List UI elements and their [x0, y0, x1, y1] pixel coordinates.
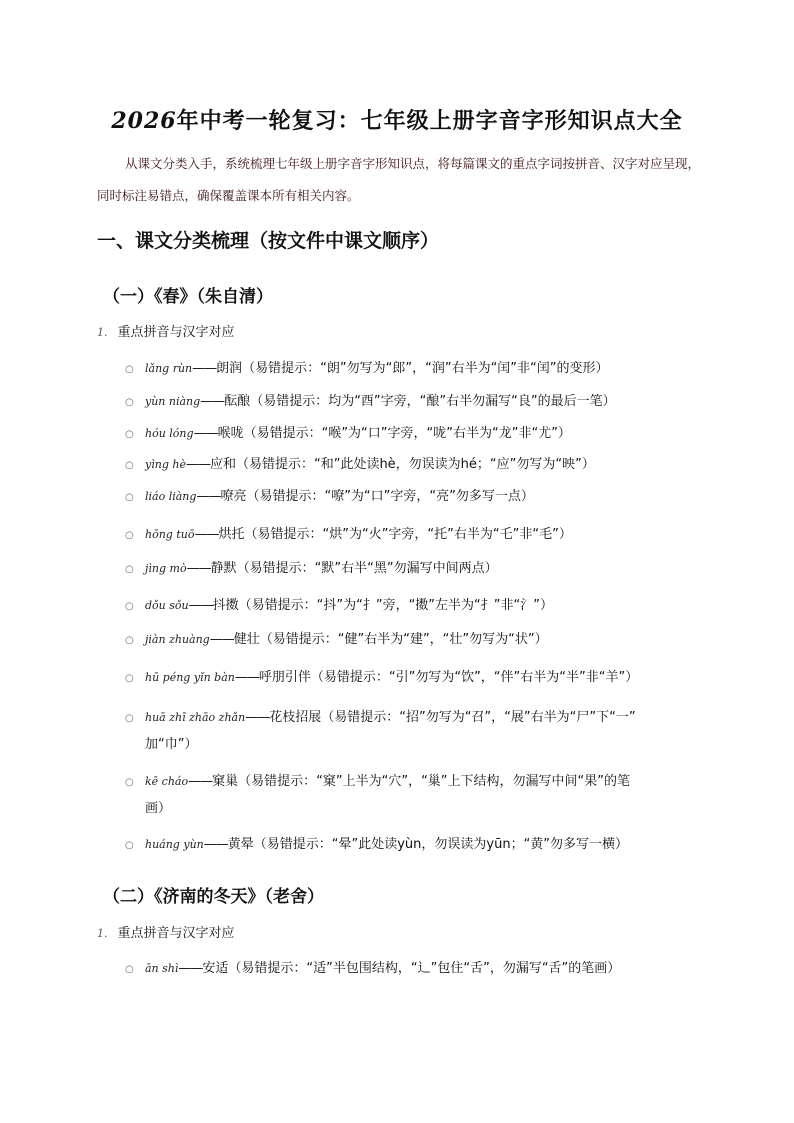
word: 花枝招展 — [269, 710, 322, 725]
list-item: ○ lǎng rùn——朗润（易错提示：“朗”勿写为“郎”，“润”右半为“闰”非“闰”的变形） — [125, 356, 685, 383]
note: （易错提示：“晕”此处读yùn，勿误读为yūn；“黄”勿多写一横） — [253, 837, 629, 852]
page-title — [0, 104, 794, 135]
word: 健壮 — [233, 632, 260, 647]
subsection-label — [97, 321, 235, 340]
bullet-icon: ○ — [125, 492, 134, 503]
list-item: ○ jìng mò——静默（易错提示：“默”右半“黑”勿漏写中间两点） — [125, 556, 685, 583]
bullet-icon: ○ — [125, 429, 134, 440]
pinyin: kē cháo — [145, 775, 189, 788]
bullet-icon: ○ — [125, 635, 134, 646]
pinyin: hū péng yǐn bàn — [145, 671, 235, 684]
note-continuation: 画） — [145, 801, 172, 816]
intro-paragraph: 从课文分类入手，系统梳理七年级上册字音字形知识点，将每篇课文的重点字词按拼音、汉字对应呈现，同时标注易错点，确保覆盖课本所有相关内容。 — [97, 156, 701, 203]
list-item: ○ jiàn zhuàng——健壮（易错提示：“健”右半为“建”，“壮”勿写为“状”） — [125, 627, 685, 654]
bullet-icon: ○ — [125, 840, 134, 851]
list-item: ○ hōng tuō——烘托（易错提示：“烘”为“火”字旁，“托”右半为“乇”非“毛”） — [125, 522, 685, 549]
pinyin: dǒu sǒu — [145, 599, 189, 612]
bullet-icon: ○ — [125, 364, 134, 375]
bullet-icon: ○ — [125, 601, 134, 612]
bullet-icon: ○ — [125, 564, 134, 575]
word: 应和 — [209, 457, 236, 472]
note: （易错提示：“窠”上半为“穴”，“巢”上下结构，勿漏写中间“果”的笔 — [238, 774, 631, 789]
note: （易错提示：“朗”勿写为“郎”，“润”右半为“闰”非“闰”的变形） — [242, 361, 609, 376]
pinyin: ān shì — [145, 962, 179, 975]
list-item: ○ dǒu sǒu——抖擞（易错提示：“抖”为“扌”旁，“擞”左半为“扌”非“氵”） — [125, 593, 685, 620]
pinyin: jìng mò — [145, 562, 187, 575]
section-heading: 一、课文分类梳理（按文件中课文顺序） — [97, 230, 440, 252]
note: （易错提示：“招”勿写为“召”，“展”右半为“尸”下“一” — [321, 710, 636, 725]
word: 抖擞 — [212, 598, 239, 613]
note: （易错提示：“默”右半“黑”勿漏写中间两点） — [236, 561, 498, 576]
pinyin: huáng yùn — [145, 838, 204, 851]
bullet-icon: ○ — [125, 530, 134, 541]
word: 嘹亮 — [220, 489, 247, 504]
subsection-number: 1. — [97, 326, 108, 339]
pinyin: yùn niàng — [145, 395, 201, 408]
word: 朗润 — [216, 361, 243, 376]
word: 烘托 — [218, 527, 245, 542]
list-item: ○ yùn niàng——酝酿（易错提示：均为“酉”字旁，“酿”右半勿漏写“良”的最后一笔） — [125, 389, 685, 416]
note: （易错提示：“嘹”为“口”字旁，“亮”勿多写一点） — [246, 489, 534, 504]
word: 窠巢 — [212, 774, 239, 789]
note: （易错提示：“喉”为“口”字旁，“咙”右半为“龙”非“尤”） — [243, 426, 571, 441]
note: （易错提示：“适”半包围结构，“辶”包住“舌”，勿漏写“舌”的笔画） — [228, 961, 621, 976]
subsection-text: 重点拼音与汉字对应 — [117, 926, 235, 941]
pinyin: huā zhī zhāo zhǎn — [145, 711, 246, 724]
title-year: 2026 — [111, 108, 177, 134]
list-item: ○ yìng hè——应和（易错提示：“和”此处读hè，勿误读为hé；“应”勿写为“映”） — [125, 452, 685, 479]
word: 酝酿 — [224, 394, 251, 409]
bullet-icon: ○ — [125, 673, 134, 684]
list-item: ○ kē cháo——窠巢（易错提示：“窠”上半为“穴”，“巢”上下结构，勿漏写中间“果”的笔 画） — [125, 769, 685, 822]
subsection-label — [97, 922, 235, 941]
note: （易错提示：“抖”为“扌”旁，“擞”左半为“扌”非“氵”） — [238, 598, 553, 613]
word: 安适 — [202, 961, 229, 976]
pinyin: hóu lóng — [145, 427, 194, 440]
word: 静默 — [210, 561, 237, 576]
note: （易错提示：“健”右半为“建”，“壮”勿写为“状”） — [259, 632, 548, 647]
list-item: ○ ān shì——安适（易错提示：“适”半包围结构，“辶”包住“舌”，勿漏写“舌”的笔画） — [125, 956, 685, 983]
note: （易错提示：均为“酉”字旁，“酿”右半勿漏写“良”的最后一笔） — [250, 394, 616, 409]
list-item: ○ hū péng yǐn bàn——呼朋引伴（易错提示：“引”勿写为“饮”，“伴”右半为“半”非“羊”） — [125, 665, 685, 692]
word: 黄晕 — [227, 837, 254, 852]
pinyin: jiàn zhuàng — [145, 633, 210, 646]
lesson-heading: （二）《济南的冬天》（老舍） — [103, 887, 324, 907]
bullet-icon: ○ — [125, 460, 134, 471]
pinyin: hōng tuō — [145, 528, 195, 541]
note: （易错提示：“和”此处读hè，勿误读为hé；“应”勿写为“映”） — [235, 457, 595, 472]
note: （易错提示：“引”勿写为“饮”，“伴”右半为“半”非“羊”） — [310, 670, 639, 685]
pinyin: lǎng rùn — [145, 362, 193, 375]
list-item: ○ liáo liàng——嘹亮（易错提示：“嘹”为“口”字旁，“亮”勿多写一点） — [125, 484, 685, 511]
subsection-text: 重点拼音与汉字对应 — [117, 325, 235, 340]
pinyin: yìng hè — [145, 458, 186, 471]
list-item: ○ hóu lóng——喉咙（易错提示：“喉”为“口”字旁，“咙”右半为“龙”非“尤”） — [125, 421, 685, 448]
subsection-number: 1. — [97, 927, 108, 940]
pinyin: liáo liàng — [145, 490, 197, 503]
title-text: 年中考一轮复习：七年级上册字音字形知识点大全 — [176, 108, 683, 134]
lesson-heading: （一）《春》（朱自清） — [103, 287, 273, 307]
list-item: ○ huáng yùn——黄晕（易错提示：“晕”此处读yùn，勿误读为yūn；“黄”勿多写一横） — [125, 832, 685, 859]
list-item: ○ huā zhī zhāo zhǎn——花枝招展（易错提示：“招”勿写为“召”，“展”右半为“尸”下“一” 加“巾”） — [125, 705, 685, 758]
bullet-icon: ○ — [125, 964, 134, 975]
word: 喉咙 — [217, 426, 244, 441]
word: 呼朋引伴 — [258, 670, 311, 685]
note: （易错提示：“烘”为“火”字旁，“托”右半为“乇”非“毛”） — [244, 527, 572, 542]
note-continuation: 加“巾”） — [145, 737, 198, 752]
bullet-icon: ○ — [125, 777, 134, 788]
bullet-icon: ○ — [125, 713, 134, 724]
bullet-icon: ○ — [125, 397, 134, 408]
